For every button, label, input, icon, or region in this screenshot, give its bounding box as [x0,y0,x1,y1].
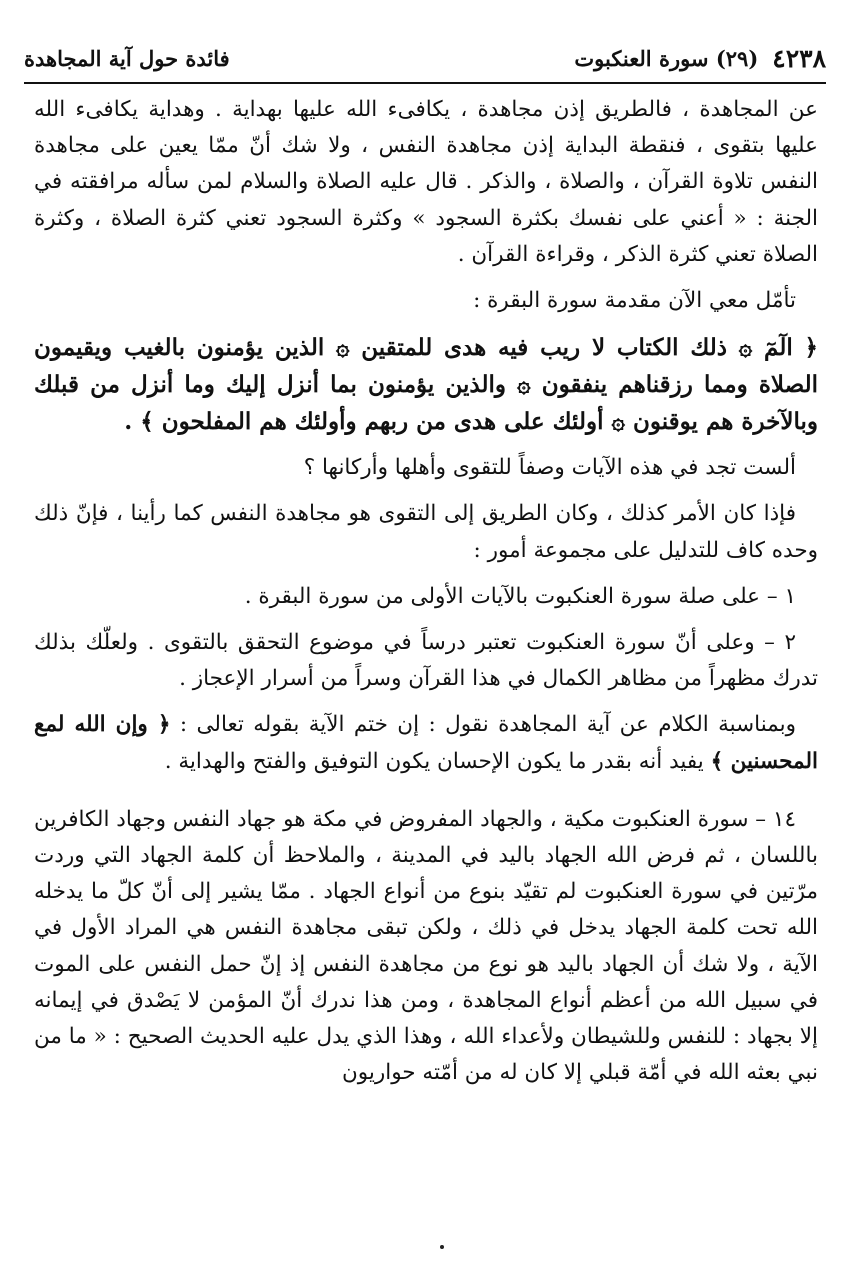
list-item-2: ٢ – وعلى أنّ سورة العنكبوت تعتبر درساً في موضوع التحقق بالتقوى . ولعلّك بذلك تدرك مظهراً من مظاهر الكمال في هذا القرآن وسراً من أسرار الإعجاز . [34,630,818,692]
header-right [574,44,826,73]
paragraph-6: ١٤ – سورة العنكبوت مكية ، والجهاد المفروض في مكة هو جهاد النفس وجهاد الكافرين باللسان ، ثم فرض الله الجهاد باليد في المدينة ، والملاحظ أن كلمة الجهاد التي وردت مرّتين في سورة العنكبوت لم تقيّد بنوع من أنواع الجهاد . ممّا يشير إلى أنّ كلّ ما يدخله الله تحت كلمة الجهاد يدخل في ذلك ، ولكن تبقى مجاهدة النفس هي المراد الأول في الآية ، ولا شك أن الجهاد باليد هو نوع من مجاهدة النفس إذ إنّ حمل النفس على الموت في سبيل الله من أعظم أنواع المجاهدة ، ومن هذا ندرك أنّ المؤمن لا يَصْدق في إيمانه إلا بجهاد : للنفس وللشيطان ولأعداء الله ، وهذا الذي يدل عليه الحديث الصحيح : « ما من نبي بعثه الله في أمّة قبلي إلا كان له من أمّته حواريون [34,806,818,1086]
list-item-1: ١ – على صلة سورة العنكبوت بالآيات الأولى من سورة البقرة . [244,583,796,609]
page-header [24,38,826,78]
section-title: فائدة حول آية المجاهدة [24,45,230,71]
footer-dot [440,1245,444,1249]
verse-quote: ﴿ وإن الله لمع المحسنين ﴾ [34,712,818,774]
paragraph-2: تأمّل معي الآن مقدمة سورة البقرة : [473,288,796,314]
surah-title: (٢٩) سورة العنكبوت [574,45,759,71]
header-divider [24,82,826,84]
page-number: ٤٢٣٨ [772,43,826,73]
paragraph-1: عن المجاهدة ، فالطريق إذن مجاهدة ، يكافىء الله عليها بهداية . وهداية يكافىء الله عليها بتقوى ، فنقطة البداية إذن مجاهدة النفس ، ولا شك أنّ ممّا يعين على مجاهدة النفس تلاوة القرآن ، والصلاة ، والذكر . قال عليه الصلاة والسلام لمن سأله مرافقته في الجنة : « أعني على نفسك بكثرة السجود » وكثرة السجود تعني كثرة الصلاة ، وكثرة الصلاة تعني كثرة الذكر ، وقراءة القرآن . [34,97,818,267]
section-gap [34,790,818,802]
paragraph-5 [34,707,818,779]
paragraph-4: فإذا كان الأمر كذلك ، وكان الطريق إلى التقوى هو مجاهدة النفس كما رأينا ، فإنّ ذلك وحده كاف للتدليل على مجموعة أمور : [34,501,818,563]
page-body [34,92,818,1101]
paragraph-3: ألست تجد في هذه الآيات وصفاً للتقوى وأهلها وأركانها ؟ [303,455,796,481]
quran-verse: ﴿ الٓمٓ ۞ ذلك الكتاب لا ريب فيه هدى للمتقين ۞ الذين يؤمنون بالغيب ويقيمون الصلاة ومما رزقناهم ينفقون ۞ والذين يؤمنون بما أنزل إليك وما أنزل من قبلك وبالآخرة هم يوقنون ۞ أولئك على هدى من ربهم وأولئك هم المفلحون ﴾ . [34,334,818,436]
paragraph-5-end: يفيد أنه بقدر ما يكون الإحسان يكون التوفيق والفتح والهداية . [164,748,704,774]
paragraph-5-start: وبمناسبة الكلام عن آية المجاهدة نقول : إن ختم الآية بقوله تعالى : [179,712,796,738]
